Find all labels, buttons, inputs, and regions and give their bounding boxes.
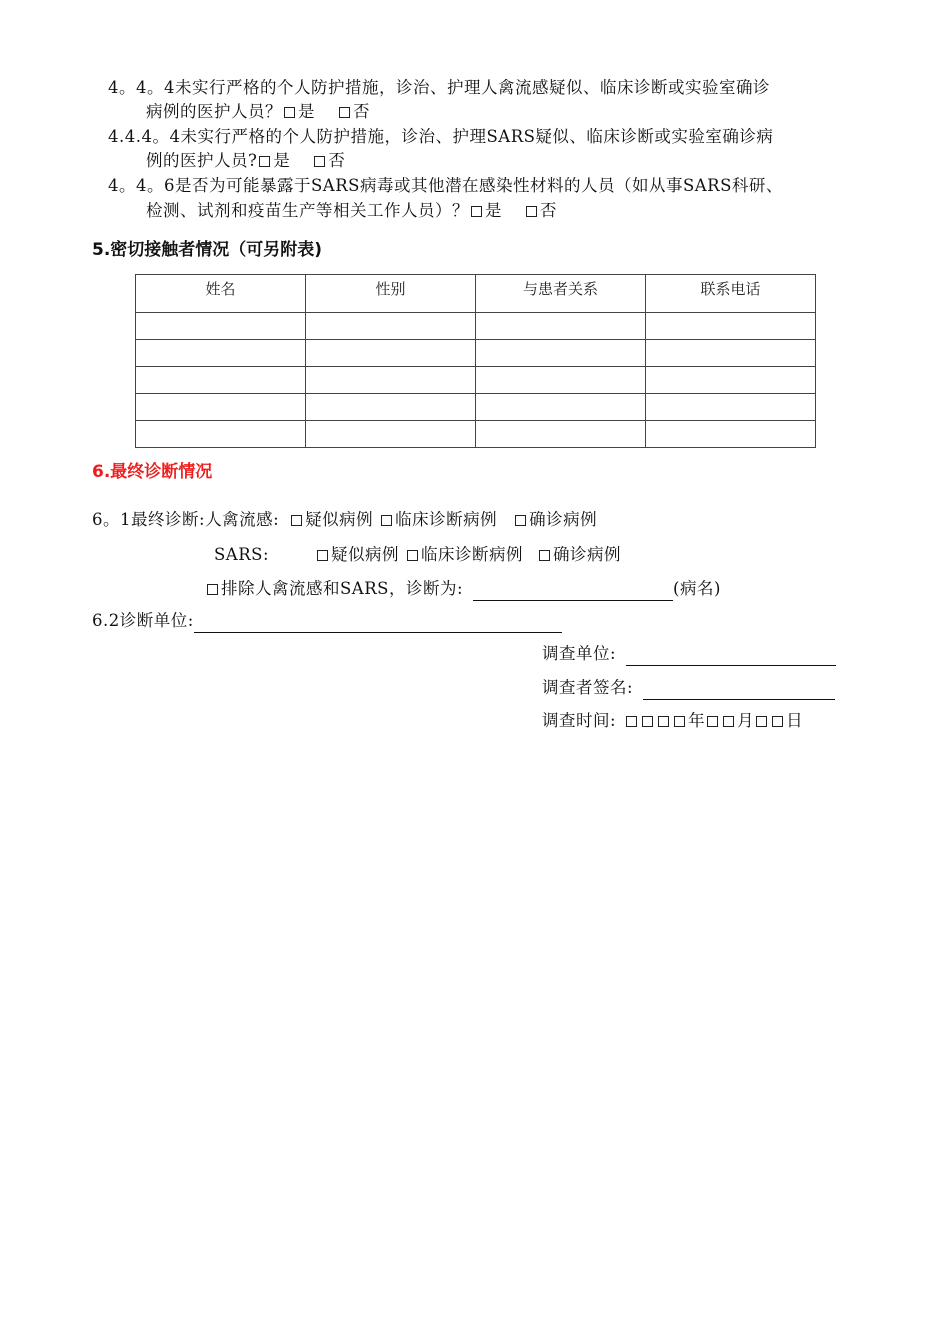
exclude-checkbox[interactable] xyxy=(207,584,218,595)
survey-time-row xyxy=(542,709,803,733)
q446-yes-label: 是 xyxy=(485,201,502,220)
q61-label: 6。1最终诊断: xyxy=(92,510,206,529)
year-label: 年 xyxy=(688,711,706,730)
month-digit-2[interactable] xyxy=(723,716,734,727)
table-cell[interactable] xyxy=(306,394,476,421)
q444b-line2 xyxy=(146,149,345,173)
table-cell[interactable] xyxy=(136,367,306,394)
survey-time-label: 调查时间: xyxy=(542,711,617,730)
q444b-yes-checkbox[interactable] xyxy=(259,156,270,167)
table-cell[interactable] xyxy=(476,367,646,394)
q444a-line1: 4。4。4未实行严格的个人防护措施，诊治、护理人禽流感疑似、临床诊断或实验室确诊 xyxy=(108,78,770,97)
year-digit-1[interactable] xyxy=(626,716,637,727)
survey-unit-label: 调查单位: xyxy=(542,644,617,663)
q444a-yes-checkbox[interactable] xyxy=(284,107,295,118)
q444b-text: 例的医护人员? xyxy=(146,151,258,170)
table-cell[interactable] xyxy=(306,367,476,394)
sars-clinical-checkbox[interactable] xyxy=(407,550,418,561)
q446-line2 xyxy=(146,199,557,223)
table-cell[interactable] xyxy=(646,394,816,421)
signer-label: 调查者签名: xyxy=(542,678,634,697)
col-relation-header: 与患者关系 xyxy=(476,275,646,313)
disease-name-field[interactable] xyxy=(473,582,673,601)
table-row xyxy=(136,367,816,394)
q446-line1: 4。4。6是否为可能暴露于SARS病毒或其他潜在感染性材料的人员（如从事SARS科研、 xyxy=(108,176,783,195)
avian-clinical-label: 临床诊断病例 xyxy=(395,510,498,529)
q446-text: 检测、试剂和疫苗生产等相关工作人员）？ xyxy=(146,201,469,220)
table-cell[interactable] xyxy=(476,421,646,448)
sars-suspected-checkbox[interactable] xyxy=(317,550,328,561)
exclude-label: 排除人禽流感和SARS，诊断为: xyxy=(221,579,464,598)
table-cell[interactable] xyxy=(476,394,646,421)
avian-suspected-checkbox[interactable] xyxy=(291,515,302,526)
table-cell[interactable] xyxy=(136,421,306,448)
table-row xyxy=(136,313,816,340)
contacts-header-row xyxy=(136,275,816,313)
sars-label: SARS: xyxy=(214,545,270,564)
day-digit-1[interactable] xyxy=(756,716,767,727)
disease-suffix: (病名) xyxy=(673,579,721,598)
q444b-line1: 4.4.4。4未实行严格的个人防护措施，诊治、护理SARS疑似、临床诊断或实验室确诊病 xyxy=(108,127,774,146)
col-name-header: 姓名 xyxy=(136,275,306,313)
q61-sars-row xyxy=(214,543,621,567)
col-sex-header: 性别 xyxy=(306,275,476,313)
q61-avian-row xyxy=(92,508,597,532)
q444a-text: 病例的医护人员？ xyxy=(146,102,282,121)
table-cell[interactable] xyxy=(476,313,646,340)
month-label: 月 xyxy=(737,711,755,730)
table-cell[interactable] xyxy=(136,340,306,367)
q444a-yes-label: 是 xyxy=(298,102,315,121)
signer-row xyxy=(542,676,835,700)
avian-confirmed-label: 确诊病例 xyxy=(529,510,598,529)
table-cell[interactable] xyxy=(136,313,306,340)
section5-title: 5.密切接触者情况（可另附表) xyxy=(92,240,323,260)
table-cell[interactable] xyxy=(646,340,816,367)
year-digit-2[interactable] xyxy=(642,716,653,727)
sars-suspected-label: 疑似病例 xyxy=(331,545,400,564)
sars-confirmed-checkbox[interactable] xyxy=(539,550,550,561)
table-cell[interactable] xyxy=(476,340,646,367)
q444b-no-checkbox[interactable] xyxy=(314,156,325,167)
table-cell[interactable] xyxy=(646,367,816,394)
year-digit-4[interactable] xyxy=(674,716,685,727)
q444a-no-label: 否 xyxy=(353,102,370,121)
table-cell[interactable] xyxy=(646,313,816,340)
survey-unit-field[interactable] xyxy=(626,647,836,666)
contacts-table xyxy=(135,274,816,448)
year-digit-3[interactable] xyxy=(658,716,669,727)
table-cell[interactable] xyxy=(306,340,476,367)
day-digit-2[interactable] xyxy=(772,716,783,727)
table-cell[interactable] xyxy=(136,394,306,421)
table-cell[interactable] xyxy=(306,421,476,448)
table-cell[interactable] xyxy=(306,313,476,340)
signer-field[interactable] xyxy=(643,681,835,700)
table-row xyxy=(136,340,816,367)
avian-confirmed-checkbox[interactable] xyxy=(515,515,526,526)
q444b-no-label: 否 xyxy=(328,151,346,170)
table-cell[interactable] xyxy=(646,421,816,448)
q62-label: 6.2诊断单位: xyxy=(92,611,194,630)
sars-confirmed-label: 确诊病例 xyxy=(553,545,622,564)
table-row xyxy=(136,394,816,421)
table-row xyxy=(136,421,816,448)
q61-exclude-row xyxy=(205,577,721,601)
q444b-yes-label: 是 xyxy=(273,151,291,170)
survey-unit-row xyxy=(542,642,836,666)
diagnosis-unit-field[interactable] xyxy=(194,614,562,633)
section6-title: 6.最终诊断情况 xyxy=(92,462,213,482)
day-label: 日 xyxy=(786,711,804,730)
col-phone-header: 联系电话 xyxy=(646,275,816,313)
q444a-no-checkbox[interactable] xyxy=(339,107,350,118)
q62-row xyxy=(92,609,562,633)
avian-clinical-checkbox[interactable] xyxy=(381,515,392,526)
sars-clinical-label: 临床诊断病例 xyxy=(421,545,524,564)
avian-suspected-label: 疑似病例 xyxy=(305,510,374,529)
q446-no-checkbox[interactable] xyxy=(526,206,537,217)
q444a-line2 xyxy=(146,100,370,124)
month-digit-1[interactable] xyxy=(707,716,718,727)
q446-yes-checkbox[interactable] xyxy=(471,206,482,217)
q446-no-label: 否 xyxy=(540,201,557,220)
avian-label: 人禽流感: xyxy=(205,510,280,529)
